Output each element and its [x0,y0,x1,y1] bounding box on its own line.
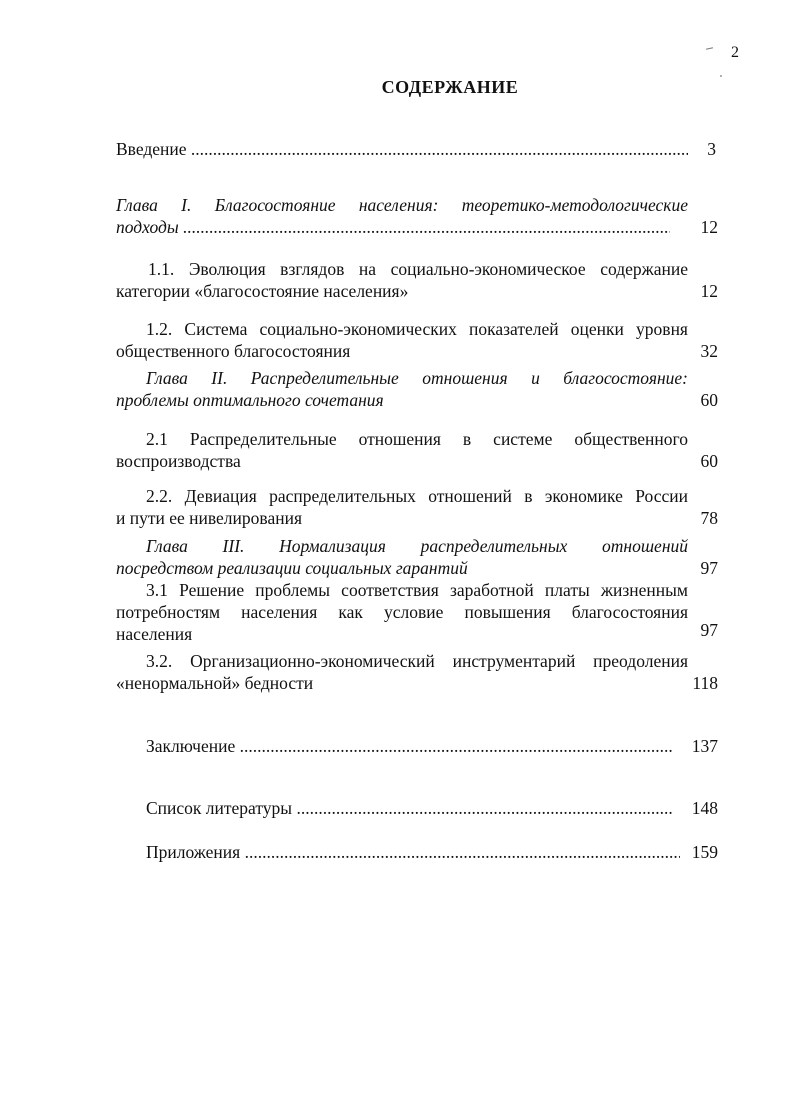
toc-entry-text-cont: воспроизводства [116,451,241,471]
toc-entry-text: 3.1 Решение проблемы соответствия заработной платы жизненным потребностям населения как условие повышения благосостояния [116,580,688,622]
toc-entry-text: 2.1 Распределительные отношения в системе общественного [146,429,688,449]
toc-entry-text: 1.2. Система социально-экономических показателей оценки уровня [146,319,688,339]
toc-entry-text-cont: проблемы оптимального сочетания [116,390,384,410]
toc-page-number: 137 [691,736,718,756]
toc-page-number: 12 [700,217,718,237]
toc-entry-text: Введение ..... [116,138,688,160]
toc-entry-text: Список литературы ..... [146,797,674,819]
toc-page-number: 60 [700,390,718,410]
toc-page-number: 3 [707,139,716,159]
toc-entry-text: Глава III. Нормализация распределительных отношений [146,536,688,556]
toc-entry-text-cont: подходы ..... [116,216,670,238]
toc-entry-text: 1.1. Эволюция взглядов на социально-экономическое содержание [148,259,688,279]
toc-entry-text-cont: посредством реализации социальных гарантий [116,558,468,578]
toc-entry-text-cont: «ненормальной» бедности [116,673,314,693]
toc-page-number: 159 [691,842,718,862]
toc-entry-text: Глава II. Распределительные отношения и благосостояние: [146,368,688,388]
toc-page-number: 12 [700,281,718,301]
page-number: 2 [731,44,739,61]
toc-entry-text-cont: категории «благосостояние населения» [116,281,409,301]
toc-page-number: 97 [700,620,718,640]
toc-page-number: 32 [700,341,718,361]
toc-page-number: 60 [700,451,718,471]
toc-entry-text-cont: населения [116,624,193,644]
toc-entry-text: Глава I. Благосостояние населения: теоретико-методологические [116,195,688,215]
page-title: СОДЕРЖАНИЕ [381,77,519,97]
toc-entry-text: Приложения ..... [146,841,680,863]
toc-entry-text-cont: общественного благосостояния [116,341,351,361]
toc-page-number: 148 [691,798,718,818]
toc-entry-text: 2.2. Девиация распределительных отношений в экономике России [146,486,688,506]
toc-page-number: 97 [700,558,718,578]
scan-mark [706,47,713,49]
toc-entry-text-cont: и пути ее нивелирования [116,508,302,528]
toc-entry-text: 3.2. Организационно-экономический инструментарий преодоления [146,651,688,671]
toc-entry-text: Заключение ..... [146,735,672,757]
toc-page-number: 118 [692,673,718,693]
toc-page-number: 78 [700,508,718,528]
